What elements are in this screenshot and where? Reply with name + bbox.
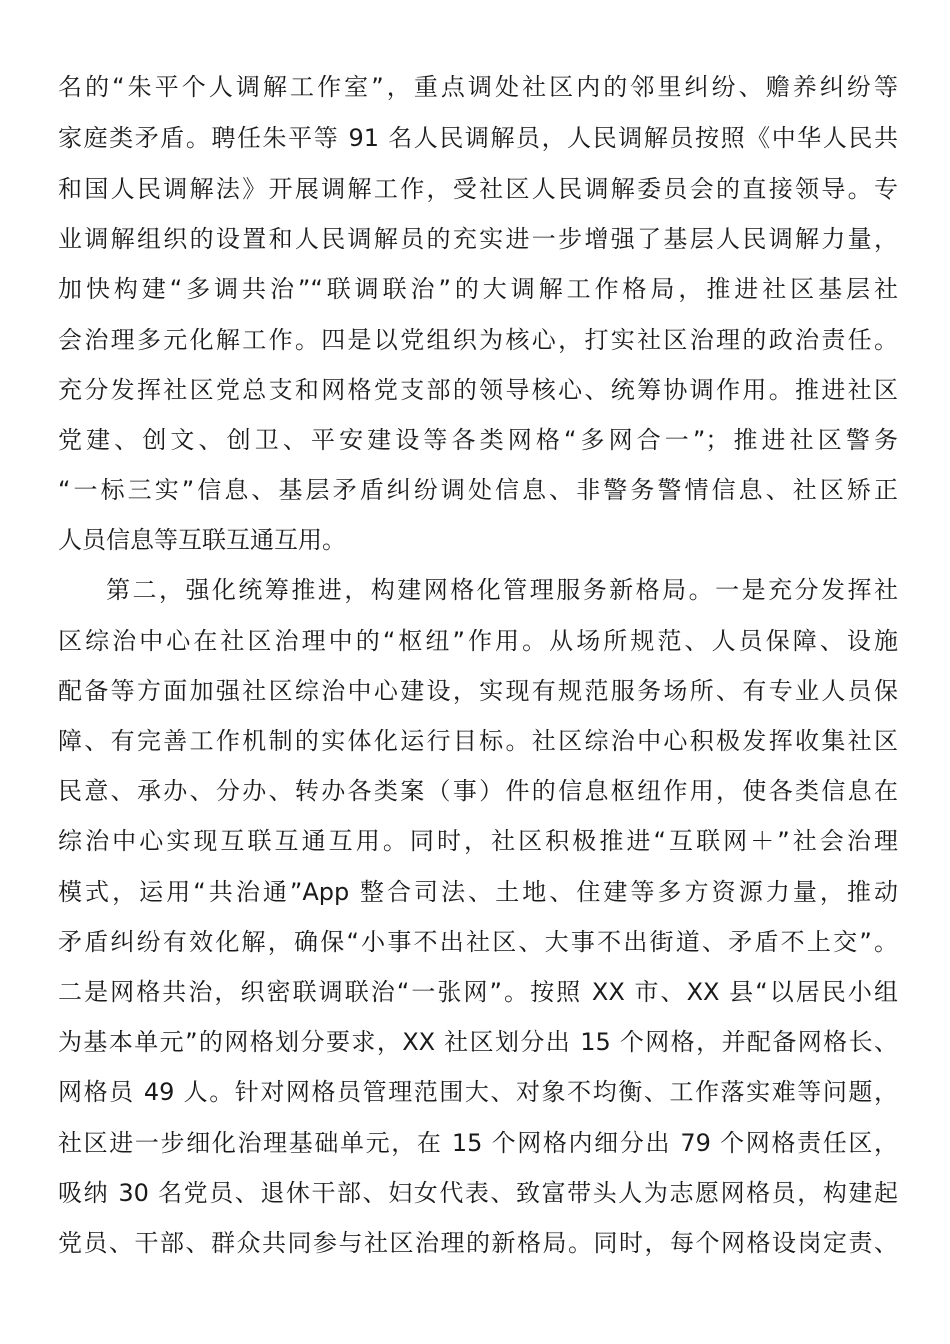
paragraph-2-line-10: 为基本单元”的网格划分要求，XX 社区划分出 15 个网格，并配备网格长、 <box>58 1028 898 1056</box>
paragraph-1-line-5: 加快构建“多调共治”“联调联治”的大调解工作格局，推进社区基层社 <box>58 275 898 303</box>
paragraph-2-line-14: 党员、干部、群众共同参与社区治理的新格局。同时，每个网格设岗定责、 <box>58 1229 898 1257</box>
paragraph-1-line-4: 业调解组织的设置和人民调解员的充实进一步增强了基层人民调解力量， <box>58 225 898 253</box>
paragraph-2-line-9: 二是网格共治，织密联调联治“一张网”。按照 XX 市、XX 县“以居民小组 <box>58 978 898 1006</box>
paragraph-2-line-6: 综治中心实现互联互通互用。同时，社区积极推进“互联网＋”社会治理 <box>58 827 898 855</box>
paragraph-1-line-2: 家庭类矛盾。聘任朱平等 91 名人民调解员，人民调解员按照《中华人民共 <box>58 124 898 152</box>
paragraph-2-line-2: 区综治中心在社区治理中的“枢纽”作用。从场所规范、人员保障、设施 <box>58 627 898 655</box>
paragraph-2-line-11: 网格员 49 人。针对网格员管理范围大、对象不均衡、工作落实难等问题， <box>58 1078 898 1106</box>
paragraph-1-line-3: 和国人民调解法》开展调解工作，受社区人民调解委员会的直接领导。专 <box>58 175 898 203</box>
paragraph-1-line-7: 充分发挥社区党总支和网格党支部的领导核心、统筹协调作用。推进社区 <box>58 376 898 404</box>
paragraph-1-line-6: 会治理多元化解工作。四是以党组织为核心，打实社区治理的政治责任。 <box>58 326 898 354</box>
paragraph-1-line-1: 名的“朱平个人调解工作室”，重点调处社区内的邻里纠纷、赡养纠纷等 <box>58 73 898 101</box>
paragraph-1-line-8: 党建、创文、创卫、平安建设等各类网格“多网合一”；推进社区警务 <box>58 426 898 454</box>
paragraph-2-line-5: 民意、承办、分办、转办各类案（事）件的信息枢纽作用，使各类信息在 <box>58 777 898 805</box>
paragraph-2-line-3: 配备等方面加强社区综治中心建设，实现有规范服务场所、有专业人员保 <box>58 677 898 705</box>
paragraph-1-line-9: “一标三实”信息、基层矛盾纠纷调处信息、非警务警情信息、社区矫正 <box>58 476 898 504</box>
paragraph-2-line-7: 模式，运用“共治通”App 整合司法、土地、住建等多方资源力量，推动 <box>58 878 898 906</box>
paragraph-2-line-12: 社区进一步细化治理基础单元，在 15 个网格内细分出 79 个网格责任区， <box>58 1129 898 1157</box>
paragraph-2-line-4: 障、有完善工作机制的实体化运行目标。社区综治中心积极发挥收集社区 <box>58 727 898 755</box>
paragraph-2-line-1: 第二，强化统筹推进，构建网格化管理服务新格局。一是充分发挥社 <box>106 576 898 604</box>
paragraph-1-line-10: 人员信息等互联互通互用。 <box>58 526 346 554</box>
paragraph-2-line-13: 吸纳 30 名党员、退休干部、妇女代表、致富带头人为志愿网格员，构建起 <box>58 1179 898 1207</box>
paragraph-2-line-8: 矛盾纠纷有效化解，确保“小事不出社区、大事不出街道、矛盾不上交”。 <box>58 928 898 956</box>
